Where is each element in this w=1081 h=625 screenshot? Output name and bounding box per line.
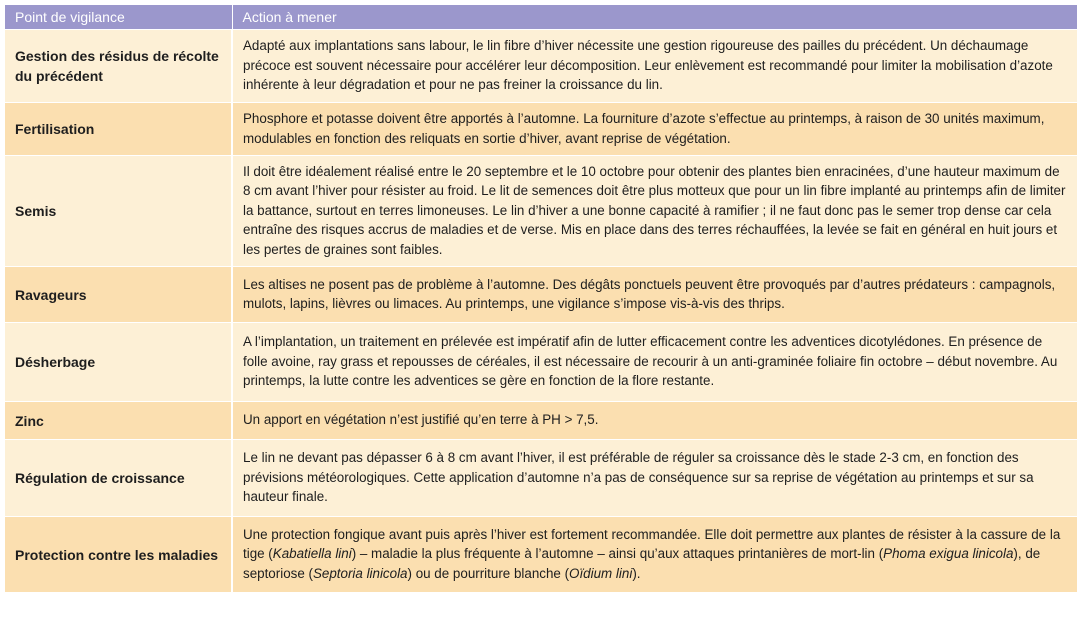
row-point: Fertilisation xyxy=(5,103,232,156)
header-point-de-vigilance: Point de vigilance xyxy=(5,5,232,30)
action-text-italic: Septoria linicola xyxy=(312,565,408,581)
row-action xyxy=(232,517,1077,593)
header-action-a-mener: Action à mener xyxy=(232,5,1077,30)
action-text-italic: Phoma exigua linicola xyxy=(883,546,1014,562)
row-action xyxy=(232,30,1077,103)
table-row xyxy=(5,156,1077,267)
row-point: Zinc xyxy=(5,402,232,440)
action-text-italic: Oïdium lini xyxy=(569,565,633,581)
table-header-row xyxy=(5,5,1077,30)
action-text: Le lin ne devant pas dépasser 6 à 8 cm avant l’hiver, il est préférable de réguler sa croissance dès le stade 2-3 cm, en fonction des prévisions météorologiques. Cette application d’automne n’a pas de conséquence sur sa reprise de végétation au printemps et sur sa hauteur finale. xyxy=(243,450,1034,505)
action-text: A l’implantation, un traitement en prélevée est impératif afin de lutter efficacement contre les adventices dicotylédones. En présence de folle avoine, ray grass et repousses de céréales, il est nécessaire de recourir à un anti-graminée foliaire fin octobre – début novembre. Au printemps, la lutte contre les adventices se gère en fonction de la flore restante. xyxy=(243,334,1058,389)
row-point: Gestion des résidus de récolte du précédent xyxy=(5,30,232,103)
action-text: Adapté aux implantations sans labour, le lin fibre d’hiver nécessite une gestion rigoureuse des pailles du précédent. Un déchaumage précoce est souvent nécessaire pour accélérer leur décomposition. Leur enlèvement est recommandé pour limiter la mobilisation d’azote inhérente à leur dégradation et pour ne pas freiner la croissance du lin. xyxy=(243,38,1053,93)
row-point: Désherbage xyxy=(5,323,232,402)
vigilance-table-container xyxy=(5,5,1077,593)
action-text: ). xyxy=(632,565,641,581)
table-row xyxy=(5,103,1077,156)
action-text: Phosphore et potasse doivent être apportés à l’automne. La fourniture d’azote s’effectue au printemps, à raison de 30 unités maximum, modulables en fonction des reliquats en sortie d’hiver, avant reprise de végétation. xyxy=(243,111,1045,146)
row-point: Régulation de croissance xyxy=(5,440,232,517)
row-point: Semis xyxy=(5,156,232,267)
action-text: Une protection fongique avant puis après l’hiver est fortement recommandée. Elle doit permettre aux plantes de résister à la cassure de la tige ( xyxy=(243,526,1061,562)
table-row xyxy=(5,267,1077,323)
action-text: ), de septoriose ( xyxy=(243,546,1041,581)
row-action xyxy=(232,323,1077,402)
row-point: Ravageurs xyxy=(5,267,232,323)
row-action xyxy=(232,156,1077,267)
action-text: Les altises ne posent pas de problème à l’automne. Des dégâts ponctuels peuvent être provoqués par d’autres prédateurs : campagnols, mulots, lapins, lièvres ou limaces. Au printemps, une vigilance s’impose vis-à-vis des thrips. xyxy=(243,276,1056,311)
table-row xyxy=(5,517,1077,593)
vigilance-table xyxy=(5,5,1078,593)
table-row xyxy=(5,402,1077,440)
table-row xyxy=(5,440,1077,517)
action-text: Un apport en végétation n’est justifié qu’en terre à PH > 7,5. xyxy=(243,412,599,428)
table-row xyxy=(5,30,1077,103)
row-point: Protection contre les maladies xyxy=(5,517,232,593)
action-text: ) ou de pourriture blanche ( xyxy=(407,565,570,581)
row-action xyxy=(232,103,1077,156)
row-action xyxy=(232,267,1077,323)
row-action xyxy=(232,402,1077,440)
action-text: ) – maladie la plus fréquente à l’automne – ainsi qu’aux attaques printanières de mort-lin ( xyxy=(351,546,884,562)
table-row xyxy=(5,323,1077,402)
action-text-italic: Kabatiella lini xyxy=(272,546,352,562)
action-text: Il doit être idéalement réalisé entre le 20 septembre et le 10 octobre pour obtenir des plantes bien enracinées, d’une hauteur maximum de 8 cm avant l’hiver pour résister au froid. Le lit de semences doit être plus motteux que pour un lin fibre implanté au printemps afin de limiter la battance, surtout en terres limoneuses. Le lin d’hiver a une bonne capacité à ramifier ; il ne faut donc pas le semer trop dense car cela entraîne des risques accrus de maladies et de verse. Mis en place dans des terres réchauffées, la levée se fait en général en huit jours et les pertes de graines sont faibles. xyxy=(243,163,1066,257)
row-action xyxy=(232,440,1077,517)
